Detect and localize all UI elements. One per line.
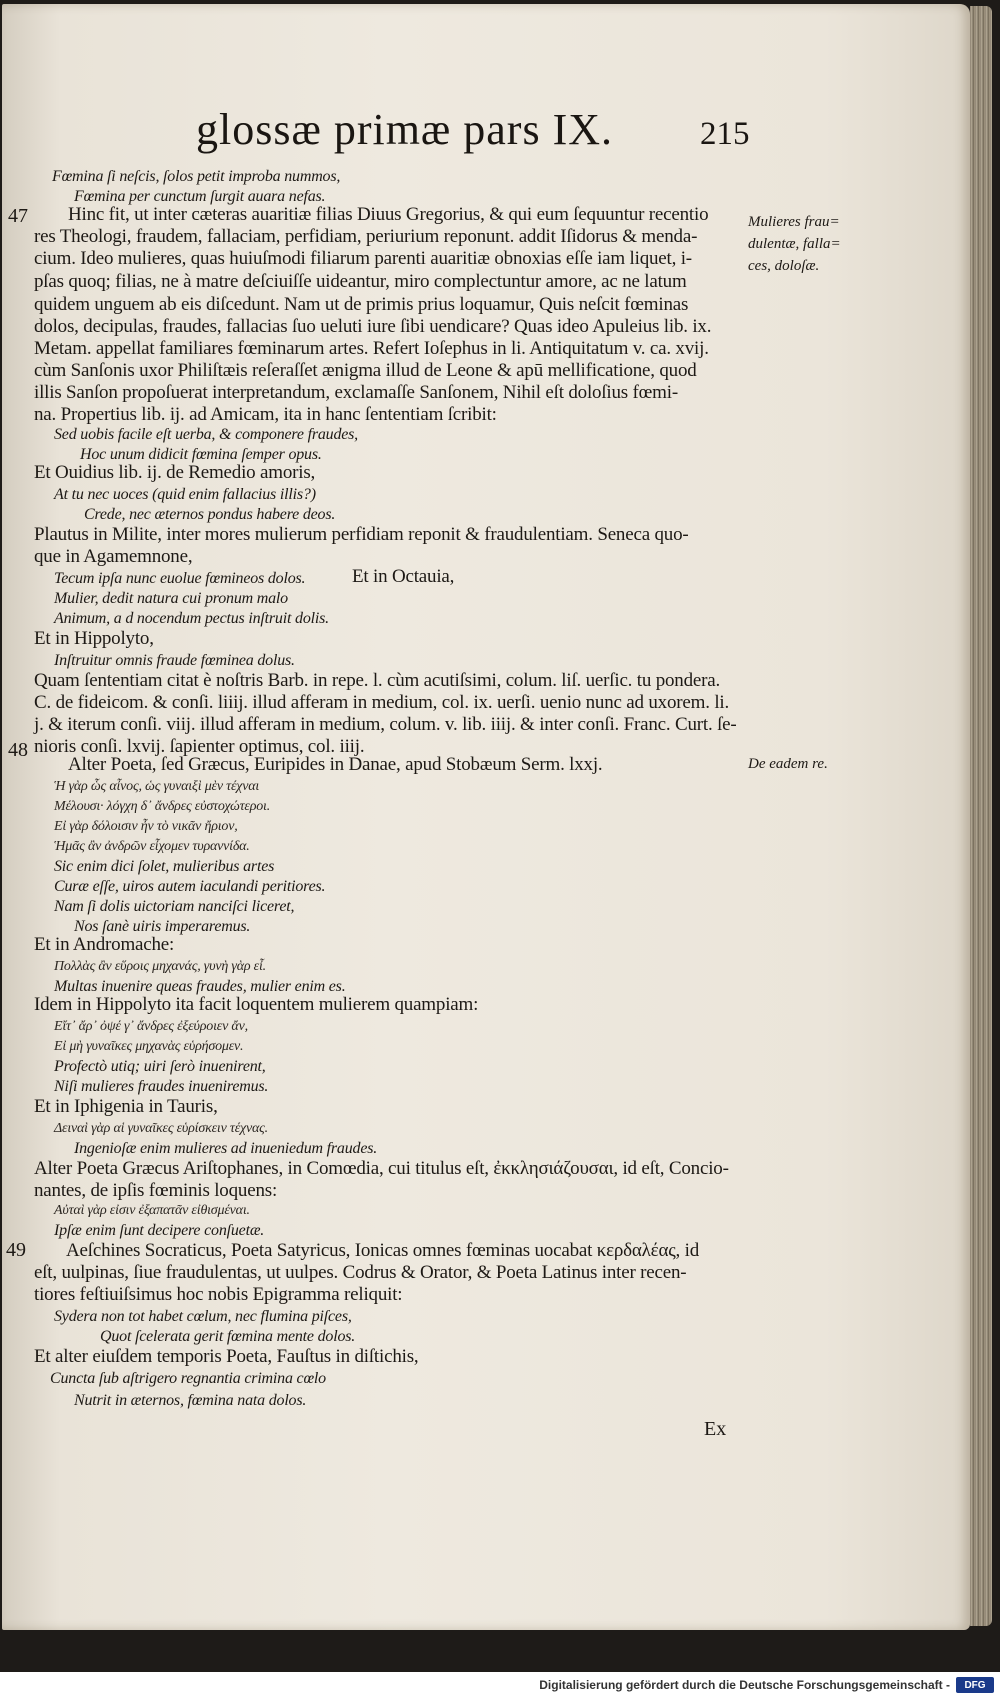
text-line: tiores feſtiuiſsimus hoc nobis Epigramma reliquit:: [34, 1284, 403, 1305]
text-line: Nutrit in æternos, fœmina nata dolos.: [74, 1392, 307, 1409]
text-line: Nam ſi dolis uictoriam nanciſci liceret,: [54, 898, 295, 915]
marginal-number: 47: [8, 205, 28, 227]
greek-line: Ἡμᾶς ἂν ἀνδρῶν εἶχομεν τυραννίδα.: [54, 839, 250, 854]
text-line: Aeſchines Socraticus, Poeta Satyricus, Ionicas omnes fœminas uocabat κερδαλέας, id: [66, 1240, 700, 1261]
text-line: Plautus in Milite, inter mores mulierum perfidiam reponit & fraudulentiam. Seneca quo-: [34, 524, 689, 545]
text-line: Inſtruitur omnis fraude fœminea dolus.: [54, 652, 295, 669]
text-line: nioris conſi. lxvij. ſapienter optimus, col. iiij.: [34, 736, 365, 757]
sidenote-line: Mulieres frau=: [748, 214, 840, 230]
text-line: Nos ſanè uiris imperaremus.: [74, 918, 251, 935]
text-line: cùm Sanſonis uxor Philiſtæis reſeraſſet ænigma illud de Leone & apū mellificatione, quod: [34, 360, 697, 381]
text-line: Et in Octauia,: [352, 566, 455, 587]
text-line: res Theologi, fraudem, fallaciam, perfidiam, periurium reponunt. addit Iſidorus & menda-: [34, 226, 698, 247]
text-line: quidem unguem ab eis diſcedunt. Nam ut de primis prius loquamur, Quis neſcit fœminas: [34, 294, 689, 315]
text-line: na. Propertius lib. ij. ad Amicam, ita in hanc ſententiam ſcribit:: [34, 404, 497, 425]
text-line: Hinc fit, ut inter cæteras auaritiæ filias Diuus Gregorius, & qui eum ſequuntur recentio: [68, 204, 709, 225]
text-line: j. & iterum conſi. viij. illud afferam in medium, colum. v. lib. iiij. & inter conſi. Franc. Curt. ſe-: [34, 714, 737, 735]
text-line: Cuncta ſub aſtrigero regnantia crimina cœlo: [50, 1370, 326, 1387]
text-line: Multas inuenire queas fraudes, mulier enim es.: [54, 978, 346, 995]
page-number: 215: [700, 116, 750, 152]
text-line: C. de fideicom. & conſi. liiij. illud afferam in medium, col. ix. uerſi. uenio nunc ad uxorem. li.: [34, 692, 730, 713]
sidenote-line: ces, doloſæ.: [748, 258, 820, 274]
text-line: Et alter eiuſdem temporis Poeta, Fauſtus in diſtichis,: [34, 1346, 419, 1367]
text-line: At tu nec uoces (quid enim fallacius illis?): [54, 486, 316, 503]
text-line: Crede, nec æternos pondus habere deos.: [84, 506, 336, 523]
greek-line: Εἴτ᾽ ἄρ᾽ ὀψέ γ᾽ ἄνδρες ἐξεύροιεν ἄν,: [54, 1019, 248, 1034]
running-head: glossæ primæ pars IX.: [196, 105, 613, 154]
text-line: Sydera non tot habet cœlum, nec flumina piſces,: [54, 1308, 352, 1325]
text-line: Sic enim dici ſolet, mulieribus artes: [54, 858, 275, 875]
text-line: eſt, uulpinas, ſiue fraudulentas, ut uulpes. Codrus & Orator, & Poeta Latinus inter recen-: [34, 1262, 687, 1283]
text-line: Quam ſententiam citat è noſtris Barb. in repe. l. cùm acutiſsimi, colum. liſ. uerſic. tu pondera.: [34, 670, 721, 691]
text-line: Hoc unum didicit fœmina ſemper opus.: [80, 446, 322, 463]
text-line: Mulier, dedit natura cui pronum malo: [54, 590, 288, 607]
text-line: Niſi mulieres fraudes inueniremus.: [54, 1078, 269, 1095]
text-line: dolos, decipulas, fraudes, fallacias ſuo ueluti iure ſibi uendicare? Quas ideo Apuleius lib. ix.: [34, 316, 712, 337]
text-line: Tecum ipſa nunc euolue fœmineos dolos.: [54, 570, 306, 587]
digitization-credit: Digitalisierung gefördert durch die Deutsche Forschungsgemeinschaft -: [539, 1678, 950, 1692]
greek-line: Πολλὰς ἂν εὕροις μηχανάς, γυνὴ γὰρ εἶ.: [54, 959, 266, 974]
text-line: pſas quoq; filias, ne à matre deſciuiſſe uideantur, miro complectuntur amore, ac ne latum: [34, 271, 687, 292]
footer-bar: [0, 1672, 1000, 1699]
text-line: Et in Hippolyto,: [34, 628, 154, 649]
text-line: Fœmina ſi neſcis, ſolos petit improba nummos,: [52, 168, 341, 185]
greek-line: Εἰ μὴ γυναῖκες μηχανὰς εὑρήσομεν.: [54, 1039, 244, 1054]
text-line: nantes, de ipſis fœminis loquens:: [34, 1180, 278, 1201]
text-line: Quot ſcelerata gerit fœmina mente dolos.: [100, 1328, 356, 1345]
text-line: Alter Poeta, ſed Græcus, Euripides in Danae, apud Stobæum Serm. lxxj.: [68, 754, 603, 775]
marginal-number: 48: [8, 739, 28, 761]
text-line: Metam. appellat familiares fœminarum artes. Refert Ioſephus in li. Antiquitatum v. ca. xvij.: [34, 338, 709, 359]
text-line: Curæ eſſe, uiros autem iaculandi peritiores.: [54, 878, 326, 895]
dfg-logo: DFG: [956, 1677, 994, 1693]
sidenote-line: dulentæ, falla=: [748, 236, 841, 252]
greek-line: Δειναὶ γὰρ αἱ γυναῖκες εὑρίσκειν τέχνας.: [54, 1121, 268, 1136]
greek-line: Ἡ γὰρ ὧς αἶνος, ὡς γυναιξὶ μὲν τέχναι: [54, 779, 260, 794]
text-line: Alter Poeta Græcus Ariſtophanes, in Comœdia, cui titulus eſt, ἐκκλησιάζουσαι, id eſt, Concio-: [34, 1158, 729, 1179]
text-line: Sed uobis facile eſt uerba, & componere fraudes,: [54, 426, 358, 443]
text-line: Ipſæ enim ſunt decipere conſuetæ.: [54, 1222, 265, 1239]
text-line: illis Sanſon propoſuerat interpretandum, exclamaſſe Sanſonem, Nihil eſt doloſius fœmi-: [34, 382, 678, 403]
marginal-number: 49: [6, 1239, 26, 1261]
text-line: Ingenioſæ enim mulieres ad inueniedum fraudes.: [74, 1140, 378, 1157]
text-line: Idem in Hippolyto ita facit loquentem mulierem quampiam:: [34, 994, 479, 1015]
greek-line: Εἰ γὰρ δόλοισιν ἦν τὸ νικᾶν ἤριον,: [54, 819, 238, 834]
text-line: Animum, a d nocendum pectus inſtruit dolis.: [54, 610, 329, 627]
text-line: Fœmina per cunctum ſurgit auara nefas.: [74, 188, 326, 205]
text-line: que in Agamemnone,: [34, 546, 193, 567]
text-line: Et Ouidius lib. ij. de Remedio amoris,: [34, 462, 316, 483]
sidenote-line: De eadem re.: [748, 756, 828, 772]
greek-line: Μέλουσι· λόγχη δ᾽ ἄνδρες εὐστοχώτεροι.: [54, 799, 271, 814]
text-line: Et in Iphigenia in Tauris,: [34, 1096, 218, 1117]
text-line: cium. Ideo mulieres, quas huiuſmodi filiarum parenti auaritiæ obnoxias eſſe iam liquet, i-: [34, 248, 692, 269]
greek-line: Αὐταὶ γὰρ εἰσιν ἐξαπατᾶν εἰθισμέναι.: [54, 1203, 250, 1218]
text-line: Et in Andromache:: [34, 934, 175, 955]
catchword: Ex: [704, 1418, 727, 1440]
text-line: Profectò utiq; uiri ſerò inuenirent,: [54, 1058, 266, 1075]
